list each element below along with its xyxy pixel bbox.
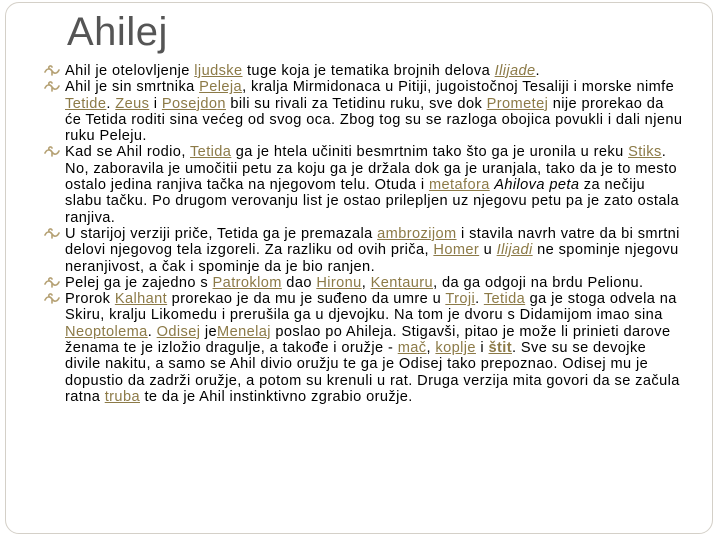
bullet-item — [44, 291, 684, 405]
bullet-text: . — [475, 291, 484, 308]
bullet-item — [44, 63, 684, 79]
bullet-text: Ahil je sin smrtnika — [65, 79, 200, 96]
bullet-text: , kralja Mirmidonaca u Pitiji, jugoistočnoj Tesaliji i morske nimfe — [242, 79, 675, 96]
wiki-link[interactable]: ambrozijom — [377, 225, 457, 242]
bullet-text: poslao po Ahileja. Stigavši, pitao je može li prinieti darove ženama te je izložio dragulje, a takođe i oružje - — [65, 323, 671, 357]
bullet-text: i — [475, 340, 489, 357]
bullet-item — [44, 275, 684, 291]
wiki-link[interactable]: truba — [104, 388, 140, 405]
flourish-bullet-icon — [44, 226, 60, 242]
wiki-link[interactable]: Patroklom — [212, 274, 282, 291]
bullet-text: . Sve su se devojke divile nakitu, a samo se Ahil divio oružju te ga je Odisej tako prepoznao. Odisej mu je dopustio da zadrži oružje, a potom su krenuli u rat. Druga verzija mita govori da se začula ratna — [65, 340, 680, 405]
wiki-link[interactable]: Ilijadi — [496, 242, 533, 259]
bullet-text: nije prorekao da će Tetida roditi sina većeg od svog oca. Zbog tog su se razloga obojica povukli i dali njenu ruku Peleju. — [65, 95, 683, 145]
bullet-text: . — [535, 63, 541, 79]
bullet-text: i stavila navrh vatre da bi smrtni delovi njegovog tela izgoreli. Za razliku od ovih priča, — [65, 225, 680, 259]
flourish-bullet-icon — [44, 63, 60, 79]
bullet-item — [44, 226, 684, 275]
bullet-text: bili su rivali za Tetidinu ruku, sve dok — [225, 95, 487, 112]
wiki-link[interactable]: Zeus — [115, 95, 150, 112]
bullet-text: tuge koja je tematika brojnih delova — [242, 63, 495, 79]
wiki-link[interactable]: Hironu — [316, 274, 362, 291]
wiki-link[interactable]: Kalhant — [114, 291, 168, 308]
wiki-link[interactable]: Stiks — [628, 144, 662, 161]
bullet-text: Kad se Ahil rodio, — [65, 144, 190, 161]
bullet-text: u — [479, 242, 497, 259]
bullet-text: . No, zaboravila je umočitii petu za koju ga je držala dok ga je uranjala, tako da je to mesto ostalo jedina ranjiva tačka na njegovom telu. Otuda i — [65, 144, 677, 194]
wiki-link[interactable]: Peleja — [199, 79, 243, 96]
wiki-link[interactable]: ljudske — [194, 63, 243, 79]
bullet-text: , da ga odgoji na brdu Pelionu. — [433, 274, 644, 291]
wiki-link[interactable]: Kentauru — [370, 274, 434, 291]
bullet-text: Ahilova peta — [494, 177, 580, 194]
wiki-link[interactable]: metafora — [428, 177, 490, 194]
bullet-text: U starijoj verziji priče, Tetida ga je premazala — [65, 225, 378, 242]
bullet-text: ga je stoga odvela na Skiru, kralju Likomedu i prerušila ga u djevojku. Na tom je dvoru s Didamijom imao sina — [65, 291, 677, 324]
bullet-text: ga je htela učiniti besmrtnim tako što ga je uronila u reku — [231, 144, 629, 161]
wiki-link[interactable]: Neoptolema — [65, 323, 148, 340]
bullet-text: dao — [281, 274, 317, 291]
bullet-text: je — [200, 323, 218, 340]
flourish-bullet-icon — [44, 291, 60, 307]
bullet-list — [44, 63, 684, 405]
wiki-link[interactable]: mač — [397, 340, 427, 357]
bullet-text: Prorok — [65, 291, 115, 308]
wiki-link[interactable]: Tetida — [189, 144, 232, 161]
bullet-text: Pelej ga je zajedno s — [65, 274, 213, 291]
wiki-link[interactable]: Ilijade — [494, 63, 536, 79]
wiki-link[interactable]: Prometej — [486, 95, 549, 112]
wiki-link[interactable]: Troji — [445, 291, 476, 308]
bullet-item — [44, 144, 684, 225]
bullet-item — [44, 79, 684, 144]
bullet-text: i — [149, 95, 162, 112]
wiki-link[interactable]: Odisej — [156, 323, 201, 340]
bullet-text: . — [106, 95, 116, 112]
wiki-link[interactable]: Tetide — [65, 95, 107, 112]
slide-title: Ahilej — [67, 10, 168, 54]
bullet-text: , — [426, 340, 436, 357]
bullet-text: Ahil je otelovljenje — [65, 63, 195, 79]
wiki-link[interactable]: Posejdon — [161, 95, 226, 112]
flourish-bullet-icon — [44, 79, 60, 95]
bullet-text: , — [361, 274, 371, 291]
flourish-bullet-icon — [44, 275, 60, 291]
wiki-link[interactable]: štit — [488, 340, 513, 357]
wiki-link[interactable]: Tetida — [483, 291, 526, 308]
bullet-text: ne spominje njegovu neranjivost, a čak i spominje da je bio ranjen. — [65, 242, 679, 275]
wiki-link[interactable]: koplje — [435, 340, 476, 357]
bullet-text: prorekao je da mu je suđeno da umre u — [167, 291, 446, 308]
bullet-text: . — [147, 323, 157, 340]
flourish-bullet-icon — [44, 144, 60, 160]
bullet-text: te da je Ahil instinktivno zgrabio oružje. — [139, 388, 413, 405]
wiki-link[interactable]: Homer — [433, 242, 480, 259]
bullet-text: za nečiju slabu tačku. Po drugom verovanju list je ostao prilepljen uz njegovu petu pa je zato ostala ranjiva. — [65, 177, 680, 226]
wiki-link[interactable]: Menelaj — [217, 323, 271, 340]
